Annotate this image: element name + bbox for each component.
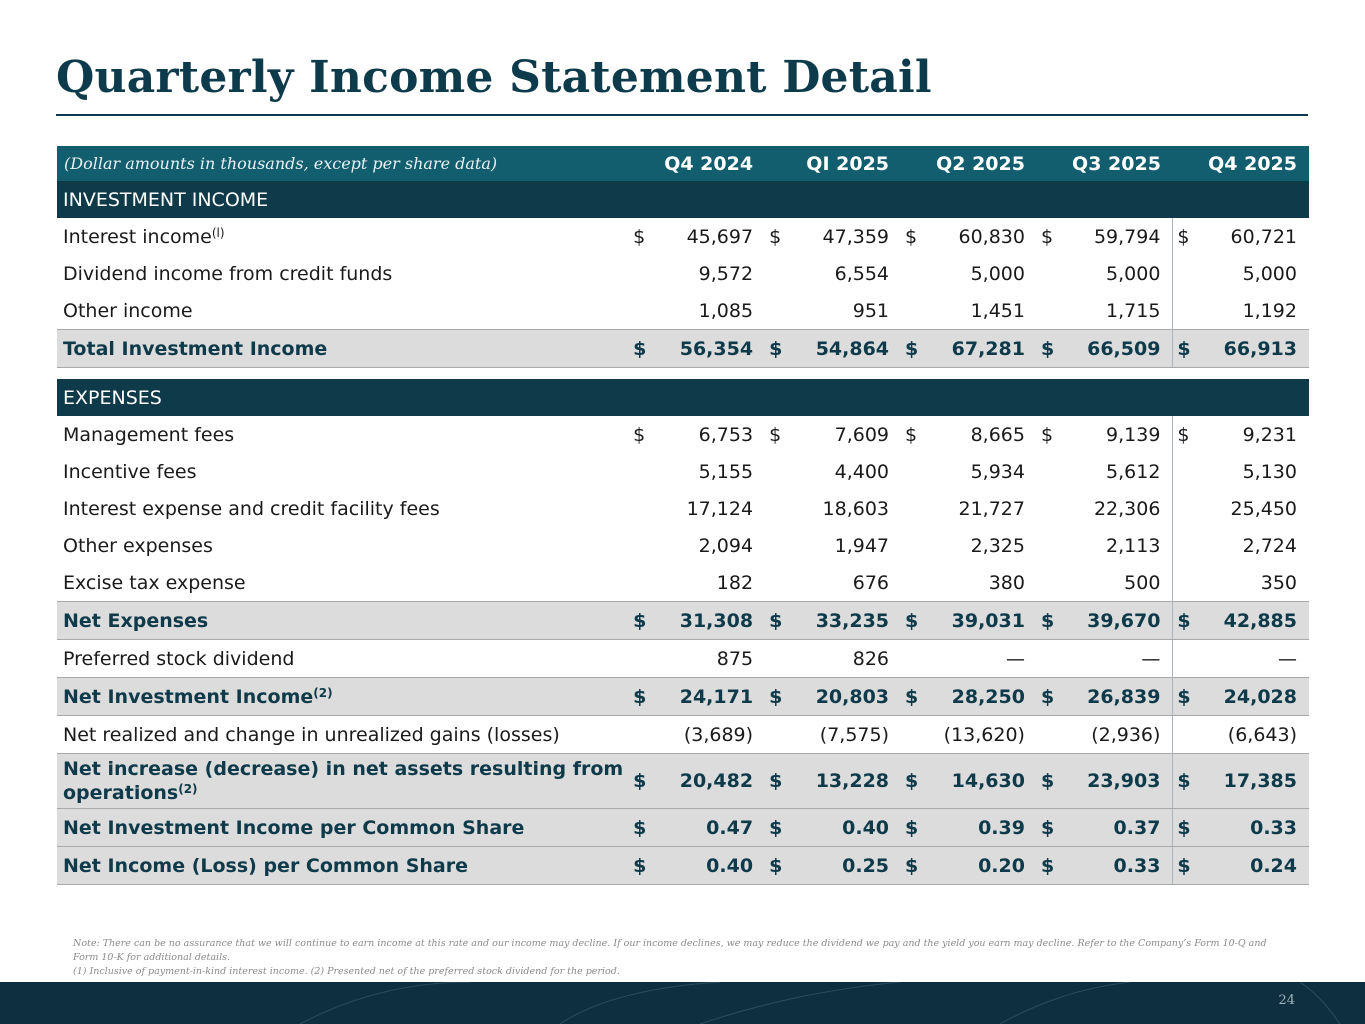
currency-cell: $	[765, 678, 793, 716]
currency-cell	[629, 453, 657, 490]
currency-cell: $	[905, 225, 918, 248]
row-label-text: Preferred stock dividend	[63, 647, 295, 670]
row-label-text: Interest expense and credit facility fees	[63, 497, 440, 520]
value-cell: 25,450	[1230, 497, 1297, 520]
value-cell: 20,482	[657, 754, 765, 809]
value-cell: 8,665	[970, 423, 1025, 446]
value-cell: 5,130	[1242, 460, 1297, 483]
page-number: 24	[1278, 993, 1295, 1008]
row-other-income	[57, 292, 1309, 330]
value-cell: 28,250	[929, 678, 1037, 716]
footnote-disclaimer: Note: There can be no assurance that we will continue to earn income at this rate and our income may decline. If our income declines, we may reduce the dividend we pay and the yield you earn may decline. Refer to the Company’s Form 10-Q and Form 10-K for additional details.	[73, 938, 1267, 963]
currency-cell: $	[901, 330, 929, 368]
row-net-expenses	[57, 602, 1309, 640]
currency-cell	[1173, 490, 1201, 527]
value-cell: 5,000	[1106, 262, 1161, 285]
currency-cell: $	[629, 754, 657, 809]
value-cell: 54,864	[793, 330, 901, 368]
value-cell: 1,947	[834, 534, 890, 557]
value-cell: 14,630	[929, 754, 1037, 809]
currency-cell: $	[765, 847, 793, 885]
value-cell: 17,124	[686, 497, 754, 520]
value-cell: 5,000	[1242, 262, 1297, 285]
value-cell: —	[1141, 647, 1161, 670]
value-cell: 21,727	[958, 497, 1025, 520]
value-cell: 56,354	[657, 330, 765, 368]
page-title: Quarterly Income Statement Detail	[56, 52, 932, 103]
value-cell: 0.40	[657, 847, 765, 885]
value-cell: 39,670	[1065, 602, 1173, 640]
currency-cell: $	[1173, 602, 1201, 640]
currency-cell: $	[629, 602, 657, 640]
value-cell: 951	[852, 299, 890, 322]
row-label	[57, 602, 629, 640]
row-label	[57, 330, 629, 368]
value-cell: 67,281	[929, 330, 1037, 368]
row-label-text: Other expenses	[63, 534, 213, 557]
currency-cell	[629, 716, 657, 754]
row-label-text: Net realized and change in unrealized gains (losses)	[63, 723, 560, 746]
currency-cell: $	[1037, 754, 1065, 809]
row-label-text: Interest income	[63, 225, 212, 248]
value-cell: 0.24	[1201, 847, 1309, 885]
currency-cell	[901, 564, 929, 602]
value-cell: 13,228	[793, 754, 901, 809]
section-spacer	[57, 368, 1309, 380]
value-cell: 7,609	[834, 423, 890, 446]
value-cell: 60,830	[958, 225, 1025, 248]
row-label	[57, 292, 629, 330]
currency-cell	[901, 527, 929, 564]
row-label	[57, 490, 629, 527]
value-cell: 5,155	[698, 460, 754, 483]
row-label	[57, 640, 629, 678]
row-label	[57, 255, 629, 292]
value-cell: 24,028	[1201, 678, 1309, 716]
currency-cell	[1037, 453, 1065, 490]
value-cell: (13,620)	[943, 723, 1025, 746]
quarter-header: Q3 2025	[1037, 146, 1173, 181]
row-label-text: Dividend income from credit funds	[63, 262, 393, 285]
currency-cell	[629, 640, 657, 678]
row-label-text: Other income	[63, 299, 193, 322]
value-cell: 6,753	[698, 423, 754, 446]
value-cell: (6,643)	[1227, 723, 1297, 746]
currency-cell	[1173, 716, 1201, 754]
currency-cell	[1037, 716, 1065, 754]
value-cell: 1,192	[1242, 299, 1297, 322]
currency-cell	[629, 490, 657, 527]
value-cell: 23,903	[1065, 754, 1173, 809]
value-cell: —	[1005, 647, 1025, 670]
value-cell: 22,306	[1093, 497, 1161, 520]
value-cell: 17,385	[1201, 754, 1309, 809]
row-interest-income	[57, 218, 1309, 255]
currency-cell: $	[633, 225, 646, 248]
currency-cell	[1173, 255, 1201, 292]
currency-cell	[1037, 564, 1065, 602]
currency-cell	[1037, 292, 1065, 330]
value-cell: 380	[988, 571, 1025, 594]
value-cell: 0.40	[793, 809, 901, 847]
row-label-text: Net increase (decrease) in net assets resulting from operations	[63, 758, 624, 804]
row-label-text: Net Investment Income per Common Share	[63, 816, 525, 839]
row-net-investment-income	[57, 678, 1309, 716]
row-label	[57, 716, 629, 754]
row-interest-expense	[57, 490, 1309, 527]
currency-cell: $	[1037, 809, 1065, 847]
row-nii-per-share	[57, 809, 1309, 847]
currency-cell	[765, 564, 793, 602]
value-cell: 2,724	[1242, 534, 1297, 557]
footnotes	[73, 937, 1283, 979]
row-label	[57, 527, 629, 564]
value-cell: 18,603	[822, 497, 890, 520]
currency-cell: $	[1173, 416, 1201, 453]
currency-cell: $	[1037, 678, 1065, 716]
row-label-text: Net Income (Loss) per Common Share	[63, 854, 469, 877]
currency-cell	[901, 640, 929, 678]
row-dividend-income	[57, 255, 1309, 292]
value-cell: (7,575)	[819, 723, 890, 746]
currency-cell	[1037, 527, 1065, 564]
value-cell: 2,094	[698, 534, 754, 557]
section-expenses-label: EXPENSES	[57, 379, 1309, 416]
footnote-marker: (l)	[211, 225, 225, 240]
income-statement-table	[57, 146, 1309, 885]
value-cell: 45,697	[686, 225, 754, 248]
value-cell: 9,572	[698, 262, 754, 285]
row-total-investment-income	[57, 330, 1309, 368]
value-cell: 24,171	[657, 678, 765, 716]
currency-cell	[765, 453, 793, 490]
currency-cell	[901, 490, 929, 527]
currency-cell: $	[901, 754, 929, 809]
currency-cell: $	[1173, 330, 1201, 368]
row-label	[57, 564, 629, 602]
value-cell: 60,721	[1230, 225, 1297, 248]
quarter-header: Q4 2025	[1173, 146, 1309, 181]
value-cell: 59,794	[1093, 225, 1161, 248]
currency-cell: $	[629, 330, 657, 368]
row-label	[57, 754, 629, 809]
column-header-row	[57, 146, 1309, 181]
row-other-expenses	[57, 527, 1309, 564]
currency-cell	[629, 255, 657, 292]
section-investment-income-label: INVESTMENT INCOME	[57, 181, 1309, 218]
currency-cell: $	[633, 423, 646, 446]
value-cell: 2,325	[970, 534, 1025, 557]
currency-cell: $	[765, 330, 793, 368]
currency-cell	[765, 255, 793, 292]
currency-cell	[1173, 564, 1201, 602]
currency-cell	[629, 527, 657, 564]
currency-cell: $	[769, 423, 782, 446]
value-cell: 9,231	[1242, 423, 1297, 446]
value-cell: 5,934	[970, 460, 1025, 483]
value-cell: 26,839	[1065, 678, 1173, 716]
currency-cell: $	[765, 754, 793, 809]
title-divider	[56, 114, 1308, 116]
currency-cell	[1173, 527, 1201, 564]
row-label-text: Incentive fees	[63, 460, 197, 483]
value-cell: 4,400	[834, 460, 890, 483]
currency-cell	[765, 716, 793, 754]
footnote-marker: (2)	[313, 685, 333, 700]
value-cell: 47,359	[822, 225, 890, 248]
value-cell: —	[1278, 647, 1297, 670]
currency-cell: $	[1173, 218, 1201, 255]
quarter-header: QI 2025	[765, 146, 901, 181]
value-cell: 0.33	[1065, 847, 1173, 885]
row-label-text: Management fees	[63, 423, 235, 446]
value-cell: 0.33	[1201, 809, 1309, 847]
value-cell: 0.39	[929, 809, 1037, 847]
row-label-text: Net Expenses	[63, 609, 209, 632]
currency-cell	[901, 292, 929, 330]
currency-cell	[1173, 640, 1201, 678]
currency-cell: $	[1040, 423, 1054, 446]
currency-cell	[901, 255, 929, 292]
currency-cell: $	[769, 225, 782, 248]
value-cell: (3,689)	[683, 723, 754, 746]
currency-cell: $	[1037, 330, 1065, 368]
currency-cell: $	[901, 847, 929, 885]
row-preferred-dividend	[57, 640, 1309, 678]
value-cell: 0.25	[793, 847, 901, 885]
currency-cell	[1037, 255, 1065, 292]
row-net-realized-gains	[57, 716, 1309, 754]
row-label	[57, 416, 629, 453]
currency-cell: $	[1173, 847, 1201, 885]
currency-cell: $	[629, 678, 657, 716]
currency-cell	[765, 640, 793, 678]
currency-cell	[1173, 292, 1201, 330]
value-cell: 676	[852, 571, 890, 594]
value-cell: 1,085	[698, 299, 754, 322]
value-cell: 42,885	[1201, 602, 1309, 640]
value-cell: 31,308	[657, 602, 765, 640]
row-management-fees	[57, 416, 1309, 453]
currency-cell: $	[1037, 602, 1065, 640]
value-cell: 1,451	[970, 299, 1025, 322]
currency-cell	[765, 527, 793, 564]
row-label	[57, 809, 629, 847]
currency-cell	[629, 564, 657, 602]
value-cell: 33,235	[793, 602, 901, 640]
currency-cell: $	[629, 847, 657, 885]
section-investment-income	[57, 181, 1309, 218]
value-cell: 2,113	[1106, 534, 1161, 557]
value-cell: 0.37	[1065, 809, 1173, 847]
currency-cell: $	[901, 809, 929, 847]
row-label-text: Total Investment Income	[63, 337, 328, 360]
currency-cell: $	[1040, 225, 1054, 248]
value-cell: 39,031	[929, 602, 1037, 640]
currency-cell: $	[901, 678, 929, 716]
currency-cell	[629, 292, 657, 330]
currency-cell	[765, 292, 793, 330]
quarter-header: Q2 2025	[901, 146, 1037, 181]
row-label	[57, 847, 629, 885]
currency-cell	[1037, 640, 1065, 678]
value-cell: 66,913	[1201, 330, 1309, 368]
value-cell: 1,715	[1106, 299, 1161, 322]
row-label-text: Excise tax expense	[63, 571, 246, 594]
value-cell: (2,936)	[1091, 723, 1161, 746]
value-cell: 66,509	[1065, 330, 1173, 368]
value-cell: 9,139	[1106, 423, 1161, 446]
row-label	[57, 453, 629, 490]
value-cell: 0.47	[657, 809, 765, 847]
currency-cell: $	[1173, 678, 1201, 716]
currency-cell	[765, 490, 793, 527]
row-net-income-per-share	[57, 847, 1309, 885]
currency-cell	[1037, 490, 1065, 527]
value-cell: 0.20	[929, 847, 1037, 885]
currency-cell	[901, 716, 929, 754]
quarter-header: Q4 2024	[629, 146, 765, 181]
value-cell: 826	[852, 647, 890, 670]
footer-band	[0, 982, 1365, 1024]
row-incentive-fees	[57, 453, 1309, 490]
currency-cell	[901, 453, 929, 490]
value-cell: 875	[716, 647, 754, 670]
section-expenses	[57, 379, 1309, 416]
footnote-marker: (2)	[178, 782, 198, 796]
currency-cell: $	[629, 809, 657, 847]
row-label	[57, 218, 629, 255]
value-cell: 5,612	[1106, 460, 1161, 483]
row-label	[57, 678, 629, 716]
value-cell: 6,554	[834, 262, 890, 285]
value-cell: 5,000	[970, 262, 1025, 285]
currency-cell: $	[901, 602, 929, 640]
footer-arc-decoration	[0, 982, 1365, 1024]
row-net-increase-operations	[57, 754, 1309, 809]
value-cell: 20,803	[793, 678, 901, 716]
unit-note: (Dollar amounts in thousands, except per share data)	[57, 146, 629, 181]
currency-cell: $	[1037, 847, 1065, 885]
value-cell: 500	[1124, 571, 1161, 594]
currency-cell: $	[1173, 754, 1201, 809]
currency-cell: $	[765, 602, 793, 640]
row-excise-tax	[57, 564, 1309, 602]
value-cell: 350	[1260, 571, 1297, 594]
currency-cell: $	[765, 809, 793, 847]
footnote-references: (1) Inclusive of payment-in-kind interest income. (2) Presented net of the preferred stock dividend for the period.	[73, 966, 620, 977]
currency-cell: $	[1173, 809, 1201, 847]
currency-cell	[1173, 453, 1201, 490]
value-cell: 182	[716, 571, 754, 594]
row-label-text: Net Investment Income	[63, 685, 314, 708]
currency-cell: $	[905, 423, 918, 446]
